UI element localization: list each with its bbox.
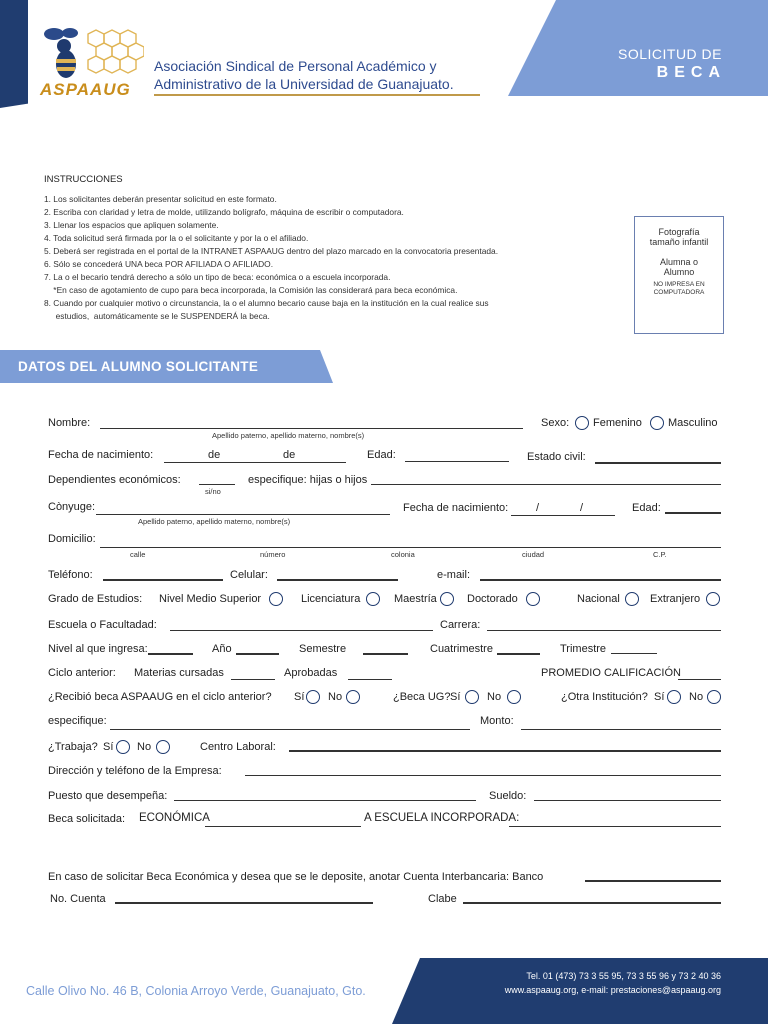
instruction-item: 4. Toda solicitud será firmada por la o el solicitante y por la o el afiliado. [44,233,309,243]
trimestre-label: Trimestre [560,643,607,655]
domicilio-label: Domicilio: [48,533,96,545]
recibio-si-radio[interactable] [306,690,320,704]
no-label: No [328,691,343,703]
si-no-hint: si/no [205,487,221,496]
beca-ug-label: ¿Beca UG? [393,691,451,703]
domicilio-calle-hint: calle [130,550,146,559]
instructions-list [44,193,604,323]
nivel-ingresa-field[interactable] [148,653,193,655]
instruction-item: 2. Escriba con claridad y letra de molde, utilizando bolígrafo, máquina de escribir o computadora. [44,207,404,217]
photo-label-line3: Alumna o [659,257,699,267]
footer-web-email: www.aspaaug.org, e-mail: prestaciones@aspaaug.org [504,985,721,995]
bee-logo-icon [40,26,144,82]
no-label: No [689,691,704,703]
recibio-no-radio[interactable] [346,690,360,704]
instruction-item: 7. La o el becario tendrá derecho a sólo un tipo de beca: económica o a escuela incorporada. [44,272,391,282]
estado-civil-label: Estado civil: [527,451,586,463]
photo-label-line4: Alumno [663,267,695,277]
form-type-line2: BECA [656,64,726,81]
masculino-label: Masculino [668,417,718,429]
email-label: e-mail: [437,569,471,581]
clabe-label: Clabe [428,893,457,905]
photo-label-line1: Fotografía [658,227,700,237]
instruction-item: 8. Cuando por cualquier motivo o circunstancia, la o el alumno becario cause baja en la institución en la cual realice sus [44,298,489,308]
form-type-line1: SOLICITUD DE [617,46,722,62]
centro-laboral-label: Centro Laboral: [200,741,276,753]
especifique-label: especifique: [48,715,107,727]
nombre-field[interactable] [100,428,523,429]
dependientes-field[interactable] [199,484,235,485]
domicilio-numero-hint: número [260,550,286,559]
de-label: de [208,449,221,461]
cuatrimestre-label: Cuatrimestre [430,643,493,655]
instruction-item: 6. Sólo se concederá UNA beca POR AFILIADA O AFILIADO. [44,259,274,269]
instruction-item: 1. Los solicitantes deberán presentar solicitud en este formato. [44,194,277,204]
conyuge-label: Cònyuge: [48,501,96,513]
licenciatura-radio[interactable] [366,592,380,606]
clabe-field[interactable] [463,902,721,904]
otra-si-radio[interactable] [667,690,681,704]
no-cuenta-label: No. Cuenta [50,893,106,905]
monto-field[interactable] [521,729,721,730]
doctorado-radio[interactable] [526,592,540,606]
centro-laboral-field[interactable] [289,750,721,752]
org-name-line2: Administrativo de la Universidad de Guanajuato. [154,76,454,92]
si-label: Sí [294,691,305,703]
materias-label: Materias cursadas [134,667,224,679]
semestre-field[interactable] [363,653,408,655]
domicilio-colonia-hint: colonia [391,550,415,559]
beca-ug-si-radio[interactable] [465,690,479,704]
sexo-label: Sexo: [541,417,570,429]
doctorado-label: Doctorado [467,593,518,605]
instruction-item: *En caso de agotamiento de cupo para beca incorporada, la Comisión las considerará para beca económica. [44,285,458,295]
no-label: No [487,691,502,703]
footer-address: Calle Olivo No. 46 B, Colonia Arroyo Verde, Guanajuato, Gto. [26,984,366,998]
logo-wordmark: ASPAAUG [40,80,131,99]
anio-label: Año [212,643,232,655]
trabaja-no-radio[interactable] [156,740,170,754]
nacional-radio[interactable] [625,592,639,606]
conyuge-fecha-field[interactable] [511,515,615,516]
header-underline [154,94,480,96]
no-label: No [137,741,152,753]
escuela-field[interactable] [170,630,433,631]
femenino-label: Femenino [593,417,642,429]
semestre-label: Semestre [299,643,347,655]
especifique-hijos-label: especifique: hijas o hijos [248,474,368,486]
footer-phones: Tel. 01 (473) 73 3 55 95, 73 3 55 96 y 73 2 40 36 [526,971,721,981]
domicilio-cp-hint: C.P. [653,550,667,559]
domicilio-field[interactable] [100,547,721,548]
extranjero-radio[interactable] [706,592,720,606]
sueldo-label: Sueldo: [489,790,527,802]
fecha-nacimiento-field[interactable] [164,462,346,463]
beca-ug-no-radio[interactable] [507,690,521,704]
banco-field[interactable] [585,880,721,882]
maestria-label: Maestría [394,593,437,605]
de-label: de [283,449,296,461]
edad-label: Edad: [367,449,396,461]
photo-box [634,216,724,334]
date-slash: / [536,502,540,514]
monto-label: Monto: [480,715,514,727]
photo-label-line2: tamaño infantil [649,237,709,247]
photo-note-line2: COMPUTADORA [653,289,705,296]
beca-solicitada-label: Beca solicitada: [48,813,126,825]
recibio-beca-label: ¿Recibió beca ASPAAUG en el ciclo anterior? [48,691,272,703]
carrera-field[interactable] [487,630,721,631]
si-label: Sí [654,691,665,703]
instruction-item: estudios, automáticamente se le SUSPENDERÁ la beca. [44,311,270,321]
nivel-medio-radio[interactable] [269,592,283,606]
promedio-field[interactable] [678,679,721,680]
nivel-ingresa-label: Nivel al que ingresa: [48,643,148,655]
extranjero-label: Extranjero [650,593,701,605]
especifique-hijos-field[interactable] [371,484,721,485]
anio-field[interactable] [236,653,279,655]
puesto-field[interactable] [174,800,476,801]
nombre-hint: Apellido paterno, apellido materno, nombre(s) [212,431,365,440]
trimestre-field[interactable] [611,653,657,654]
grado-label: Grado de Estudios: [48,593,143,605]
celular-label: Celular: [230,569,268,581]
escuela-incorporada-label: A ESCUELA INCORPORADA: [364,812,520,824]
aprobadas-label: Aprobadas [284,667,338,679]
no-cuenta-field[interactable] [115,902,373,904]
conyuge-edad-field[interactable] [665,512,721,514]
aprobadas-field[interactable] [348,679,392,680]
dependientes-label: Dependientes económicos: [48,474,181,486]
nombre-label: Nombre: [48,417,91,429]
org-name-line1: Asociación Sindical de Personal Académico y [154,58,437,74]
telefono-field[interactable] [103,579,223,581]
conyuge-hint: Apellido paterno, apellido materno, nombre(s) [138,517,291,526]
materias-field[interactable] [231,679,275,680]
photo-note-line1: NO IMPRESA EN [653,281,705,288]
celular-field[interactable] [277,579,398,581]
maestria-radio[interactable] [440,592,454,606]
direccion-empresa-field[interactable] [245,775,721,776]
economica-field[interactable] [205,826,361,827]
date-slash: / [580,502,584,514]
email-field[interactable] [480,579,721,581]
si-label: Sí [450,691,461,703]
conyuge-edad-label: Edad: [632,502,661,514]
trabaja-label: ¿Trabaja? [48,741,98,753]
direccion-empresa-label: Dirección y teléfono de la Empresa: [48,765,222,777]
instructions-title: INSTRUCCIONES [44,174,123,185]
sueldo-field[interactable] [534,800,721,801]
cuenta-instrucciones: En caso de solicitar Beca Económica y desea que se le deposite, anotar Cuenta Interbancaria: Banco [48,871,544,883]
carrera-label: Carrera: [440,619,481,631]
ciclo-anterior-label: Ciclo anterior: [48,667,116,679]
escuela-label: Escuela o Facultadad: [48,619,157,631]
corner-decoration [0,0,28,108]
org-name [154,57,454,93]
cuatrimestre-field[interactable] [497,653,540,655]
nacional-label: Nacional [577,593,620,605]
licenciatura-label: Licenciatura [301,593,361,605]
instruction-item: 5. Deberá ser registrada en el portal de la INTRANET ASPAAUG dentro del plazo marcado en la convocatoria presentada. [44,246,499,256]
promedio-label: PROMEDIO CALIFICACIÓN [541,667,681,679]
fecha-nacimiento-label: Fecha de nacimiento: [48,449,154,461]
si-label: Sí [103,741,114,753]
otra-no-radio[interactable] [707,690,721,704]
masculino-radio[interactable] [650,416,664,430]
nivel-medio-label: Nivel Medio Superior [159,593,262,605]
otra-institucion-label: ¿Otra Institución? [561,691,648,703]
estado-civil-field[interactable] [595,462,721,464]
conyuge-fecha-label: Fecha de nacimiento: [403,502,509,514]
section-title: DATOS DEL ALUMNO SOLICITANTE [18,359,259,374]
domicilio-ciudad-hint: ciudad [522,550,545,559]
telefono-label: Teléfono: [48,569,93,581]
instruction-item: 3. Llenar los espacios que apliquen solamente. [44,220,219,230]
especifique-field[interactable] [110,729,470,730]
puesto-label: Puesto que desempeña: [48,790,168,802]
femenino-radio[interactable] [575,416,589,430]
escuela-incorporada-field[interactable] [509,826,721,827]
economica-label: ECONÓMICA [139,812,210,824]
trabaja-si-radio[interactable] [116,740,130,754]
edad-field[interactable] [405,461,509,462]
conyuge-field[interactable] [96,514,390,515]
